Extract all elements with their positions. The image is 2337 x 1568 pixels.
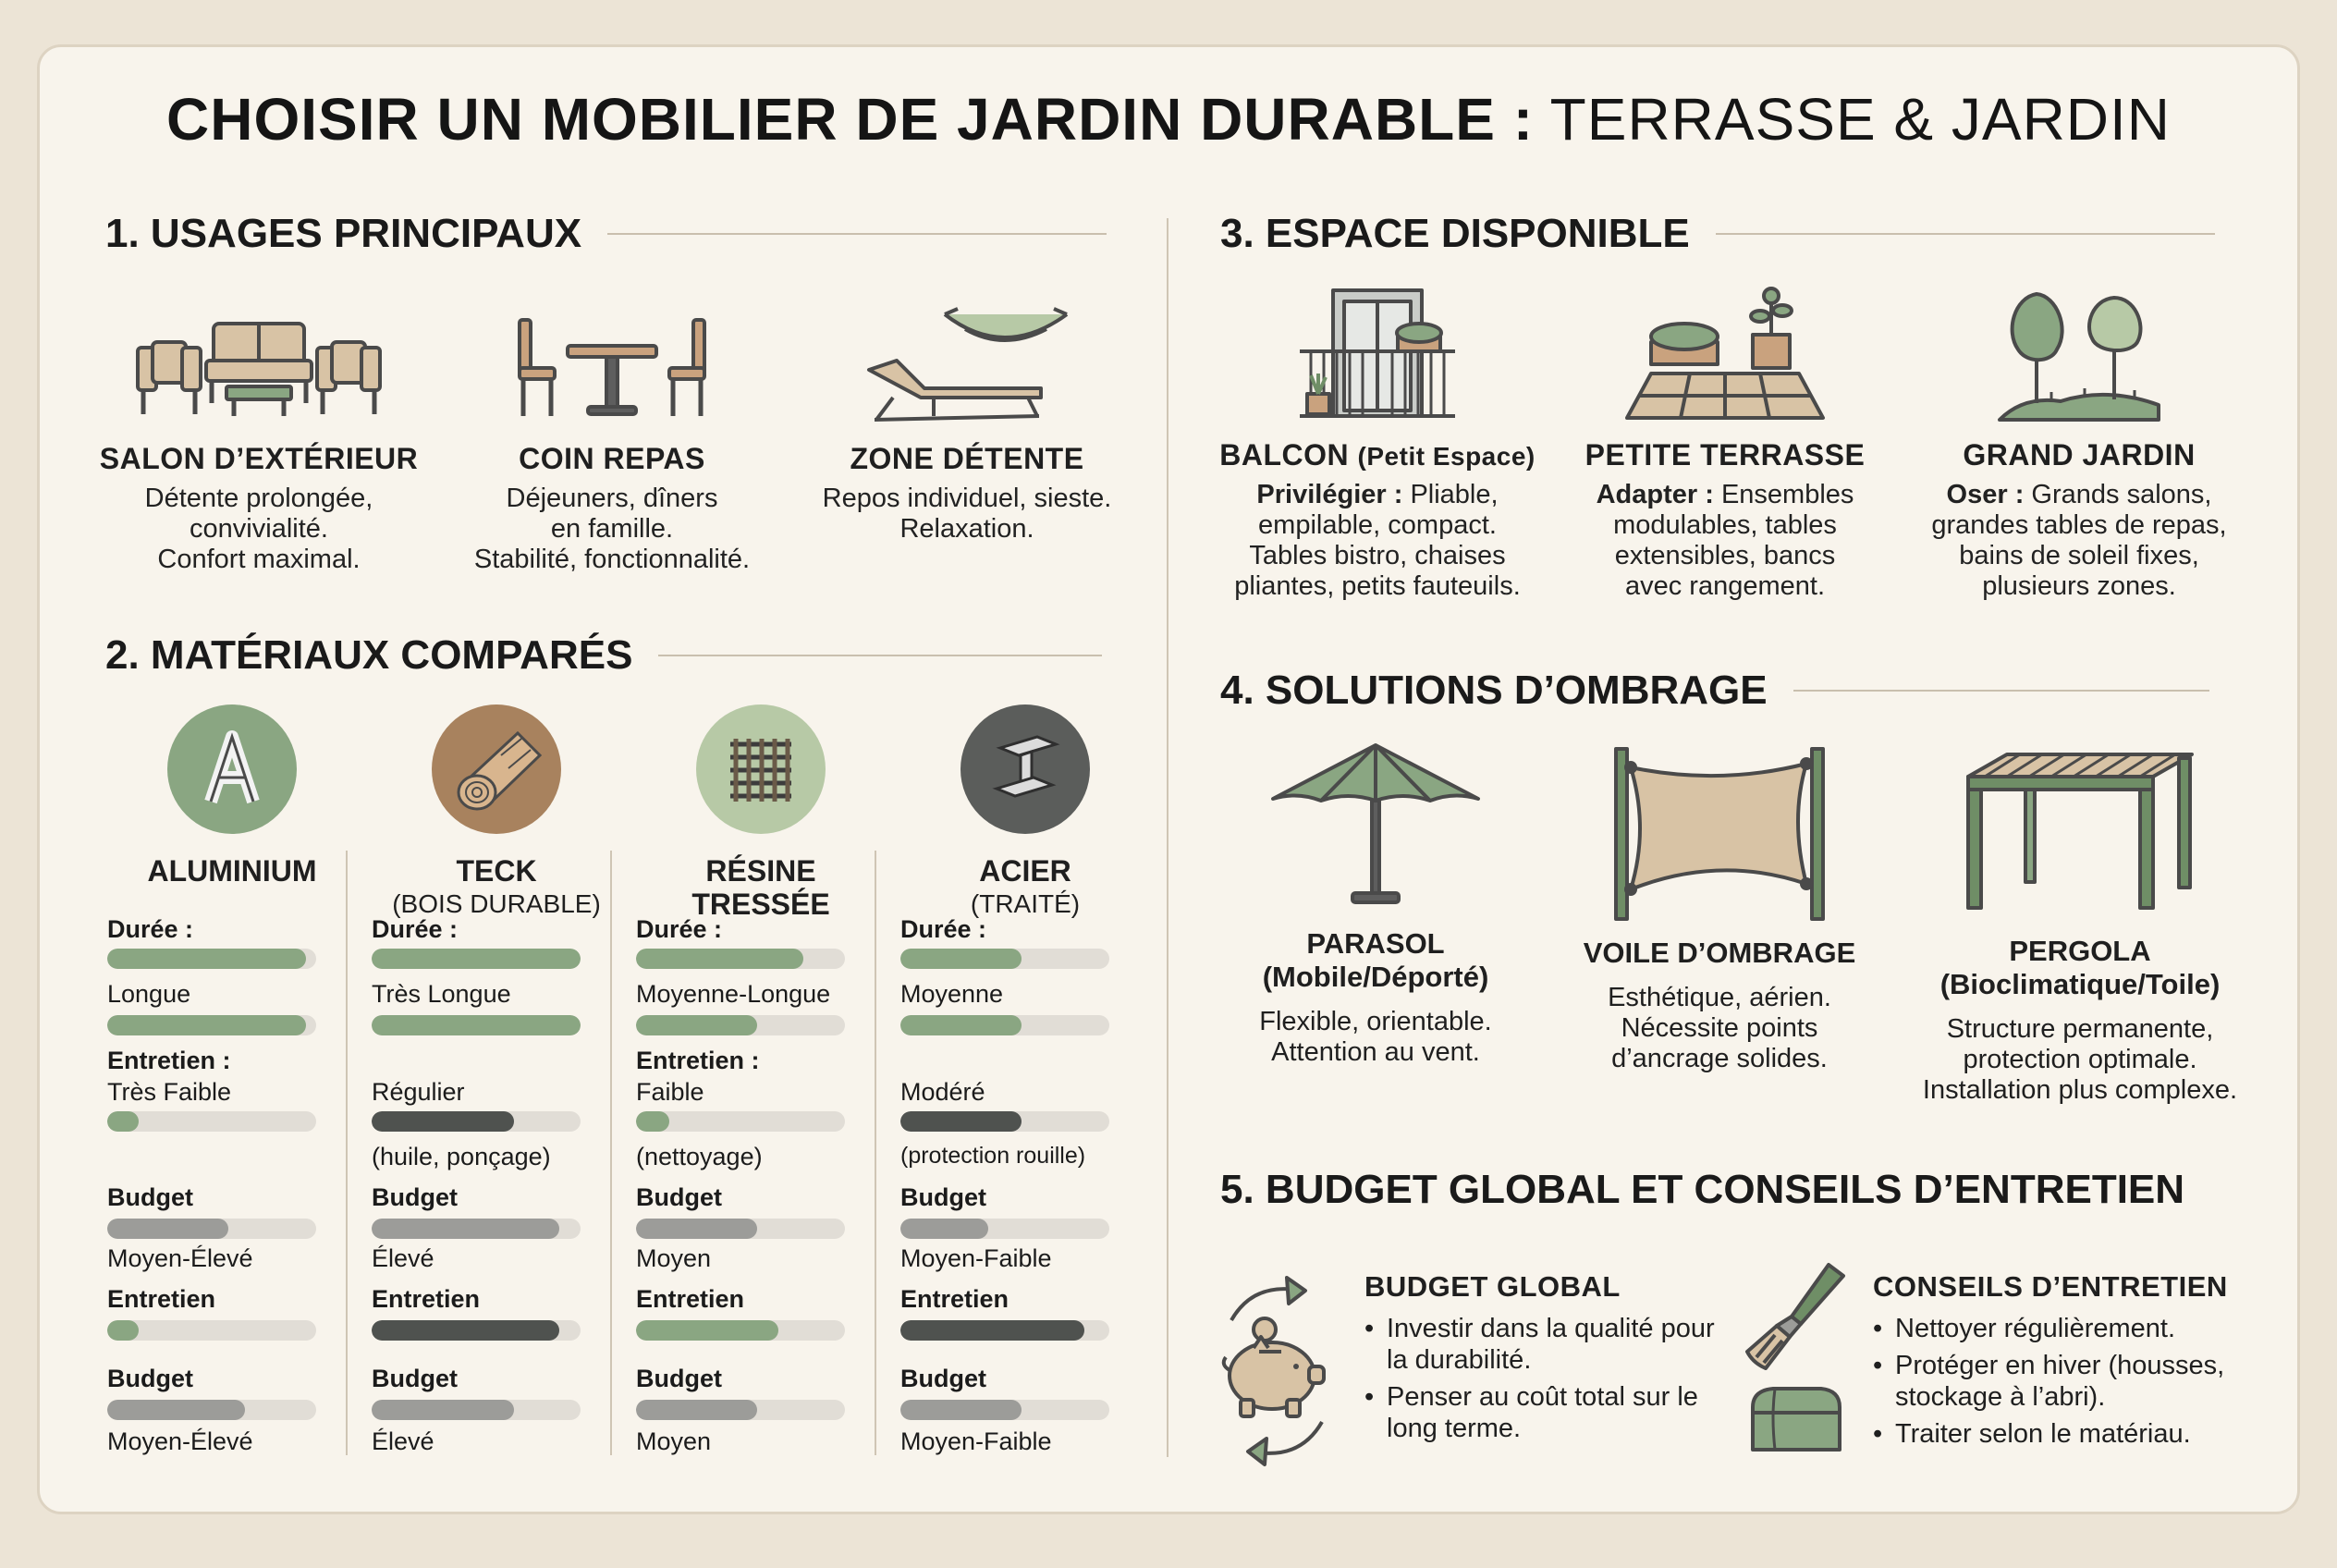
usage-desc: Détente prolongée, convivialité. Confort maximal. <box>144 484 373 574</box>
material-budget2-label: Budget <box>636 1365 722 1392</box>
material-name: TECK (BOIS DURABLE) <box>392 854 601 918</box>
espace-label: BALCON (Petit Espace) <box>1219 438 1536 472</box>
budget-bar-2-fill <box>636 1400 757 1420</box>
espace-desc: Oser : Grands salons, grandes tables de repas, bains de soleil fixes, plusieurs zones. <box>1931 480 2227 601</box>
steel-beam-icon <box>960 704 1090 834</box>
duree-bar-2 <box>636 1015 845 1035</box>
shade-sail-icon <box>1609 745 1830 921</box>
material-entretien-value: Faible <box>636 1078 704 1106</box>
material-entretien-label: Entretien : <box>107 1047 231 1074</box>
column-divider <box>1167 218 1168 1457</box>
duree-bar-2-fill <box>107 1015 306 1035</box>
material-budget-value: Moyen-Faible <box>900 1244 1052 1272</box>
espace-desc: Adapter : Ensembles modulables, tables extensibles, bancs avec rangement. <box>1596 480 1854 601</box>
ombrage-desc: Esthétique, aérien. Nécessite points d’ancrage solides. <box>1608 983 1831 1073</box>
material-entretien2-label: Entretien <box>636 1285 745 1313</box>
budget-bar-fill <box>107 1219 228 1239</box>
budget-bar-2-fill <box>372 1400 514 1420</box>
budget-bar-fill <box>900 1219 988 1239</box>
woven-resin-icon <box>696 704 826 834</box>
budget-bar-fill <box>636 1219 757 1239</box>
entretien-bar <box>372 1111 581 1132</box>
material-budget-label: Budget <box>900 1183 986 1211</box>
budget-bar <box>372 1219 581 1239</box>
entretien-bar-2 <box>107 1320 316 1341</box>
material-budget-label: Budget <box>372 1183 458 1211</box>
entretien-bar-2-fill <box>900 1320 1084 1341</box>
materials-divider <box>875 851 876 1455</box>
ombrage-label: VOILE D’OMBRAGE <box>1583 937 1856 969</box>
entretien-bar-2 <box>372 1320 581 1341</box>
terrace-icon <box>1623 285 1827 422</box>
aluminium-letter-icon <box>167 704 297 834</box>
materials-divider <box>610 851 612 1455</box>
material-entretien-note: (protection rouille) <box>900 1143 1086 1169</box>
conseils-entretien <box>1873 1270 2261 1455</box>
material-entretien-note: (huile, ponçage) <box>372 1143 551 1170</box>
material-entretien2-label: Entretien <box>372 1285 481 1313</box>
section-espace-title: 3. ESPACE DISPONIBLE <box>1220 211 2215 257</box>
ombrage-label: PERGOLA (Bioclimatique/Toile) <box>1939 935 2221 1000</box>
material-duree-label: Durée : <box>636 915 723 943</box>
ombrage-desc: Structure permanente, protection optimale. Installation plus complexe. <box>1922 1014 2238 1105</box>
usage-salon <box>83 314 434 575</box>
budget-bar-2 <box>107 1400 316 1420</box>
budget-bar-2 <box>372 1400 581 1420</box>
conseils-title: CONSEILS D’ENTRETIEN <box>1873 1270 2228 1303</box>
material-duree-value: Longue <box>107 980 191 1008</box>
page-title <box>0 85 2337 153</box>
material-duree-value: Très Longue <box>372 980 511 1008</box>
entretien-bar-fill <box>372 1111 514 1132</box>
duree-bar-fill <box>636 949 803 969</box>
list-item: • Traiter selon le matériau. <box>1873 1418 2261 1450</box>
usage-zone-detente <box>791 305 1143 545</box>
budget-global-list <box>1364 1313 1734 1444</box>
material-budget2-value: Moyen-Élevé <box>107 1427 253 1455</box>
pergola-icon <box>1964 749 2196 912</box>
material-2 <box>372 704 621 1455</box>
lounge-set-icon <box>134 314 384 425</box>
material-duree-value: Moyenne <box>900 980 1004 1008</box>
duree-bar-fill <box>900 949 1022 969</box>
conseils-list <box>1873 1313 2261 1450</box>
material-budget2-label: Budget <box>900 1365 986 1392</box>
brush-cover-icon <box>1744 1259 1851 1463</box>
parasol-icon <box>1269 740 1482 906</box>
material-name: RÉSINE TRESSÉE <box>691 854 830 921</box>
entretien-bar <box>900 1111 1109 1132</box>
title-light: TERRASSE & JARDIN <box>1549 86 2171 153</box>
budget-bar-2-fill <box>900 1400 1022 1420</box>
material-3 <box>636 704 886 1455</box>
entretien-bar-2 <box>900 1320 1109 1341</box>
material-duree-label: Durée : <box>107 915 194 943</box>
material-entretien-label: Entretien : <box>636 1047 760 1074</box>
balcony-icon <box>1294 285 1461 422</box>
budget-bar-2 <box>900 1400 1109 1420</box>
material-entretien-note: (nettoyage) <box>636 1143 763 1170</box>
budget-bar <box>636 1219 845 1239</box>
entretien-bar-2-fill <box>107 1320 139 1341</box>
duree-bar-2-fill <box>900 1015 1022 1035</box>
entretien-bar-2-fill <box>636 1320 778 1341</box>
usage-desc: Repos individuel, sieste. Relaxation. <box>822 484 1112 544</box>
dining-set-icon <box>510 314 714 425</box>
duree-bar-2-fill <box>372 1015 581 1035</box>
entretien-bar-2 <box>636 1320 845 1341</box>
material-budget2-value: Élevé <box>372 1427 434 1455</box>
entretien-bar-fill <box>636 1111 669 1132</box>
section-budget-title: 5. BUDGET GLOBAL ET CONSEILS D’ENTRETIEN <box>1220 1167 2185 1212</box>
title-bold: CHOISIR UN MOBILIER DE JARDIN DURABLE : <box>166 86 1535 153</box>
material-4 <box>900 704 1150 1455</box>
budget-bar <box>900 1219 1109 1239</box>
material-budget-value: Moyen-Élevé <box>107 1244 253 1272</box>
section-ombrage-title: 4. SOLUTIONS D’OMBRAGE <box>1220 668 2209 714</box>
espace-label: GRAND JARDIN <box>1963 438 2196 472</box>
espace-petite-terrasse <box>1549 285 1901 602</box>
piggy-bank-icon <box>1217 1274 1337 1468</box>
section-usages-title: 1. USAGES PRINCIPAUX <box>105 211 1107 257</box>
material-budget-label: Budget <box>107 1183 193 1211</box>
ombrage-parasol <box>1191 740 1560 1068</box>
entretien-bar-fill <box>107 1111 139 1132</box>
duree-bar <box>107 949 316 969</box>
entretien-bar-2-fill <box>372 1320 559 1341</box>
duree-bar <box>636 949 845 969</box>
budget-global-title: BUDGET GLOBAL <box>1364 1270 1621 1303</box>
entretien-bar <box>107 1111 316 1132</box>
list-item: • Investir dans la qualité pour la durabilité. <box>1364 1313 1734 1376</box>
espace-grand-jardin <box>1899 285 2259 602</box>
entretien-bar <box>636 1111 845 1132</box>
material-budget-value: Élevé <box>372 1244 434 1272</box>
ombrage-pergola <box>1886 749 2274 1106</box>
material-duree-label: Durée : <box>900 915 987 943</box>
material-name: ACIER (TRAITÉ) <box>970 854 1081 918</box>
ombrage-voile <box>1535 745 1904 1074</box>
duree-bar-2 <box>900 1015 1109 1035</box>
budget-global <box>1364 1270 1734 1450</box>
material-entretien2-label: Entretien <box>900 1285 1009 1313</box>
budget-bar-2-fill <box>107 1400 245 1420</box>
espace-label: PETITE TERRASSE <box>1585 438 1866 472</box>
usage-coin-repas <box>436 314 788 575</box>
list-item: • Penser au coût total sur le long terme. <box>1364 1381 1734 1444</box>
material-budget2-label: Budget <box>107 1365 193 1392</box>
budget-bar-fill <box>372 1219 559 1239</box>
duree-bar-2 <box>107 1015 316 1035</box>
usage-label: COIN REPAS <box>519 442 705 475</box>
material-budget-value: Moyen <box>636 1244 712 1272</box>
usage-label: SALON D’EXTÉRIEUR <box>99 442 419 475</box>
duree-bar-2-fill <box>636 1015 757 1035</box>
duree-bar <box>372 949 581 969</box>
material-duree-value: Moyenne-Longue <box>636 980 831 1008</box>
material-budget2-value: Moyen-Faible <box>900 1427 1052 1455</box>
espace-desc: Privilégier : Pliable, empilable, compact. Tables bistro, chaises pliantes, petits fauteuils. <box>1234 480 1521 601</box>
duree-bar-2 <box>372 1015 581 1035</box>
material-entretien-value: Modéré <box>900 1078 985 1106</box>
list-item: • Protéger en hiver (housses, stockage à l’abri). <box>1873 1350 2261 1413</box>
material-budget2-label: Budget <box>372 1365 458 1392</box>
entretien-bar-fill <box>900 1111 1022 1132</box>
hammock-lounger-icon <box>856 305 1078 425</box>
material-entretien2-label: Entretien <box>107 1285 216 1313</box>
duree-bar-fill <box>372 949 581 969</box>
material-name: ALUMINIUM <box>147 854 317 888</box>
material-entretien-value: Régulier <box>372 1078 465 1106</box>
material-budget-label: Budget <box>636 1183 722 1211</box>
material-entretien-value: Très Faible <box>107 1078 232 1106</box>
usage-label: ZONE DÉTENTE <box>850 442 1084 475</box>
duree-bar <box>900 949 1109 969</box>
materials-divider <box>346 851 348 1455</box>
duree-bar-fill <box>107 949 306 969</box>
ombrage-desc: Flexible, orientable. Attention au vent. <box>1259 1007 1492 1067</box>
ombrage-label: PARASOL (Mobile/Déporté) <box>1262 927 1489 993</box>
material-1 <box>107 704 357 1455</box>
material-duree-label: Durée : <box>372 915 459 943</box>
material-budget2-value: Moyen <box>636 1427 712 1455</box>
usage-desc: Déjeuners, dîners en famille. Stabilité, fonctionnalité. <box>473 484 751 574</box>
budget-bar <box>107 1219 316 1239</box>
wood-log-icon <box>432 704 561 834</box>
budget-bar-2 <box>636 1400 845 1420</box>
list-item: • Nettoyer régulièrement. <box>1873 1313 2261 1344</box>
section-materiaux-title: 2. MATÉRIAUX COMPARÉS <box>105 632 1102 679</box>
espace-balcon <box>1202 285 1553 602</box>
garden-trees-icon <box>1996 285 2162 422</box>
